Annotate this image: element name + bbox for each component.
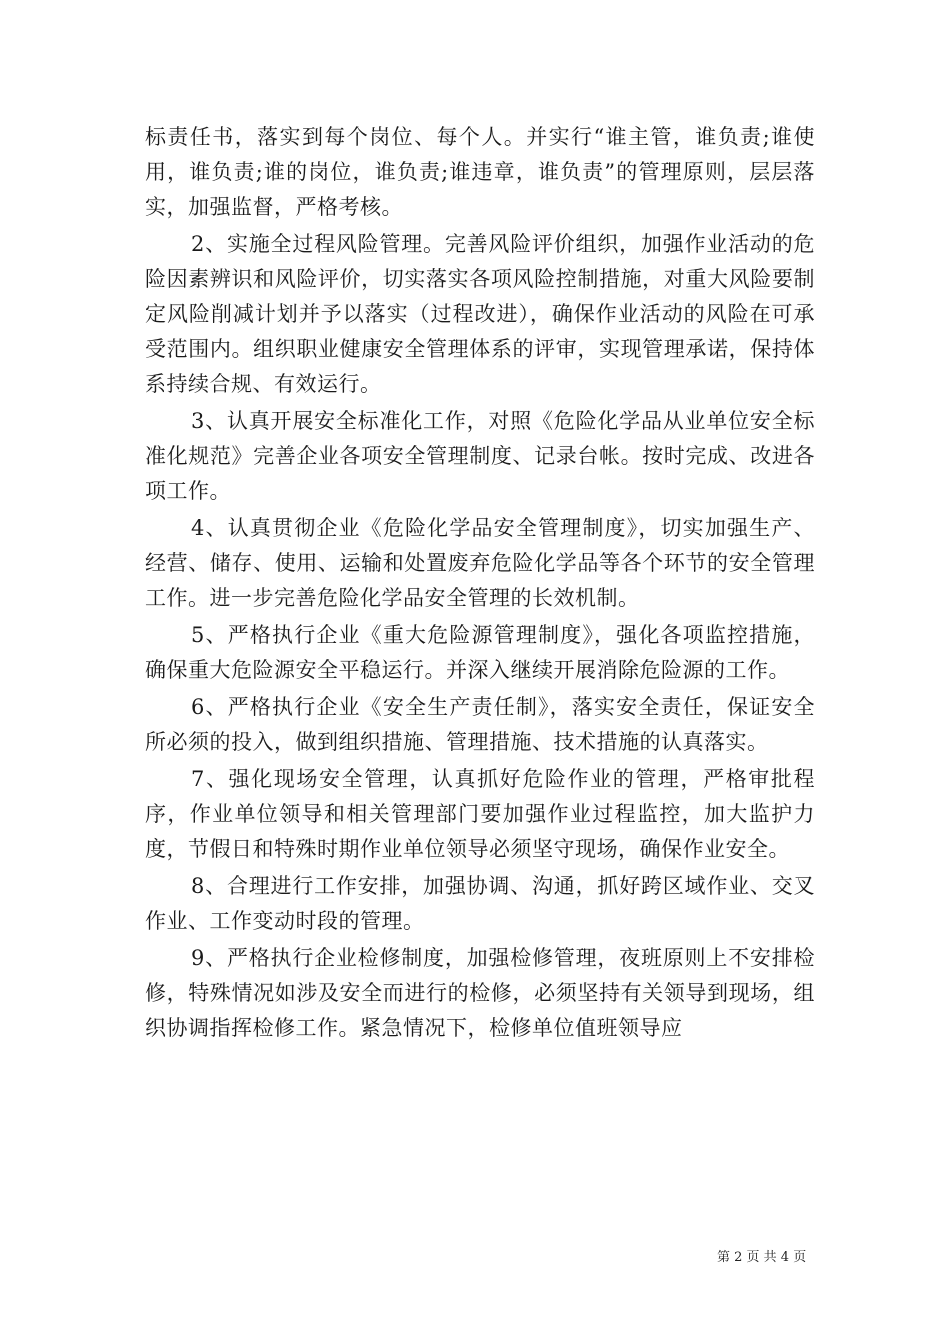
paragraph-continuation: 标责任书，落实到每个岗位、每个人。并实行“谁主管，谁负责;谁使用，谁负责;谁的岗位，谁负责;谁违章，谁负责”的管理原则，层层落实，加强监督，严格考核。 <box>145 125 815 219</box>
page-number-footer: 第 2 页 共 4 页 <box>717 1250 807 1265</box>
paragraph-item-7: 7、强化现场安全管理，认真抓好危险作业的管理，严格审批程序，作业单位领导和相关管理部门要加强作业过程监控，加大监护力度，节假日和特殊时期作业单位领导必须坚守现场，确保作业安全。 <box>145 767 815 861</box>
paragraph-item-3: 3、认真开展安全标准化工作，对照《危险化学品从业单位安全标准化规范》完善企业各项安全管理制度、记录台帐。按时完成、改进各项工作。 <box>145 409 815 503</box>
paragraph-item-6: 6、严格执行企业《安全生产责任制》，落实安全责任，保证安全所必须的投入，做到组织措施、管理措施、技术措施的认真落实。 <box>145 695 815 754</box>
paragraph-item-8: 8、合理进行工作安排，加强协调、沟通，抓好跨区域作业、交叉作业、工作变动时段的管理。 <box>145 874 815 933</box>
paragraph-item-5: 5、严格执行企业《重大危险源管理制度》，强化各项监控措施，确保重大危险源安全平稳运行。并深入继续开展消除危险源的工作。 <box>145 623 815 682</box>
paragraph-item-9: 9、严格执行企业检修制度，加强检修管理，夜班原则上不安排检修，特殊情况如涉及安全而进行的检修，必须坚持有关领导到现场，组织协调指挥检修工作。紧急情况下，检修单位值班领导应 <box>145 946 815 1040</box>
paragraph-item-4: 4、认真贯彻企业《危险化学品安全管理制度》，切实加强生产、经营、储存、使用、运输和处置废弃危险化学品等各个环节的安全管理工作。进一步完善危险化学品安全管理的长效机制。 <box>145 516 815 610</box>
document-body <box>145 120 815 1046</box>
paragraph-item-2: 2、实施全过程风险管理。完善风险评价组织，加强作业活动的危险因素辨识和风险评价，切实落实各项风险控制措施，对重大风险要制定风险削减计划并予以落实（过程改进），确保作业活动的风险在可承受范围内。组织职业健康安全管理体系的评审，实现管理承诺，保持体系持续合规、有效运行。 <box>145 232 815 396</box>
